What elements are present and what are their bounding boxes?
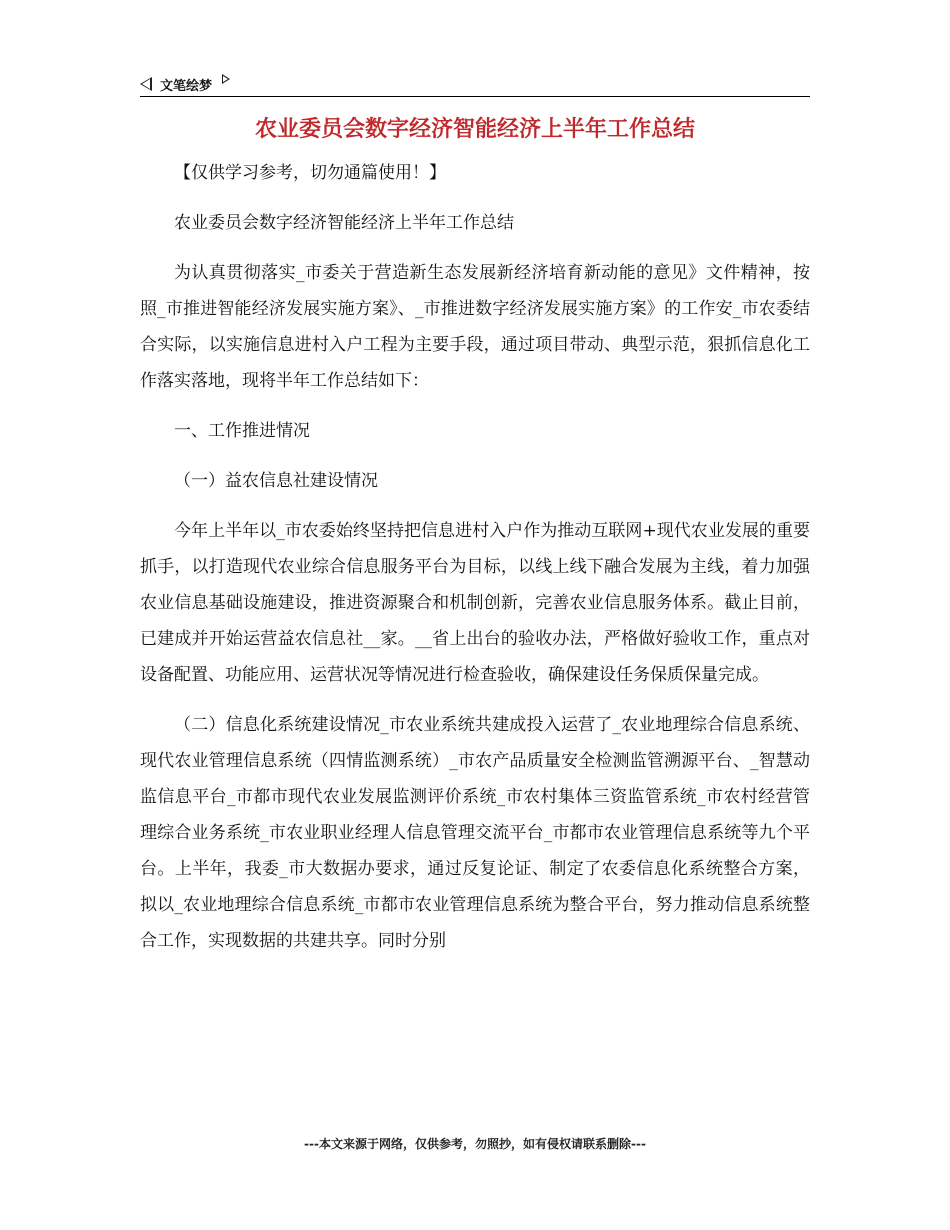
section-heading: 一、工作推进情况 bbox=[174, 421, 310, 441]
intro-paragraph: 为认真贯彻落实_市委关于营造新生态发展新经济培育新动能的意见》文件精神，按照_市推进智能经济发展实施方案》、_市推进数字经济发展实施方案》的工作安_市农委结合实际，以实施信息进村入户工程为主要手段，通过项目带动、典型示范，狠抓信息化工作落实落地，现将半年工作总结如下： bbox=[140, 263, 810, 391]
subtitle-paragraph: 农业委员会数字经济智能经济上半年工作总结 bbox=[174, 213, 514, 233]
page-header bbox=[140, 72, 810, 97]
body-paragraph: 今年上半年以_市农委始终坚持把信息进村入户作为推动互联网+现代农业发展的重要抓手，以打造现代农业综合信息服务平台为目标，以线上线下融合发展为主线，着力加强农业信息基础设施建设，推进资源聚合和机制创新，完善农业信息服务体系。截止目前，已建成并开始运营益农信息社__家。__省上出台的验收办法，严格做好验收工作，重点对设备配置、功能应用、运营状况等情况进行检查验收，确保建设任务保质保量完成。 bbox=[140, 521, 810, 685]
disclaimer-paragraph: 【仅供学习参考，切勿通篇使用！】 bbox=[174, 163, 446, 183]
page-footer: ---本文来源于网络，仅供参考，勿照抄，如有侵权请联系删除--- bbox=[304, 1137, 646, 1151]
brand-name: 文笔绘梦 bbox=[160, 78, 213, 94]
subsection-heading: （一）益农信息社建设情况 bbox=[174, 471, 378, 491]
triangle-left-icon bbox=[140, 77, 152, 91]
triangle-right-icon bbox=[222, 74, 230, 84]
body-paragraph: （二）信息化系统建设情况_市农业系统共建成投入运营了_农业地理综合信息系统、现代农业管理信息系统（四情监测系统）_市农产品质量安全检测监管溯源平台、_智慧动监信息平台_市都市现代农业发展监测评价系统_市农村集体三资监管系统_市农村经营管理综合业务系统_市农业职业经理人信息管理交流平台_市都市农业管理信息系统等九个平台。上半年，我委_市大数据办要求，通过反复论证、制定了农委信息化系统整合方案，拟以_农业地理综合信息系统_市都市农业管理信息系统为整合平台，努力推动信息系统整合工作，实现数据的共建共享。同时分别 bbox=[140, 715, 810, 951]
document-body bbox=[140, 155, 810, 973]
document-title: 农业委员会数字经济智能经济上半年工作总结 bbox=[254, 117, 695, 142]
